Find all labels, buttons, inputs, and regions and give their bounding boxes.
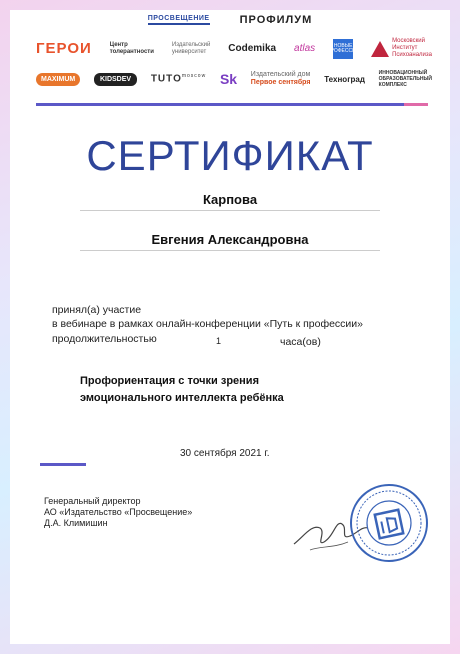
official-seal-icon	[348, 482, 430, 564]
prosveshchenie-logo: ПРОСВЕЩЕНИЕ	[148, 15, 210, 25]
duration-label: продолжительностью	[52, 333, 157, 345]
codemika-logo: Codemika	[228, 43, 277, 54]
psychoanalysis-institute-logo: Московский Институт Психоанализа	[371, 38, 432, 59]
skolkovo-logo: Sk	[219, 71, 238, 87]
certificate-date: 30 сентября 2021 г.	[180, 448, 270, 459]
triangle-icon	[371, 41, 389, 57]
event-text: в вебинаре в рамках онлайн-конференции «Путь к профессии»	[52, 318, 364, 330]
recipient-surname: Карпова	[80, 192, 380, 211]
maximum-logo: MAXIMUM	[36, 73, 80, 86]
signatory-organization: АО «Издательство «Просвещение»	[44, 507, 193, 517]
pervoe-sentyabrya-logo: Издательский дом Первое сентября	[250, 71, 311, 86]
top-logos	[0, 14, 460, 26]
profilum-logo: ПРОФИЛУМ	[239, 14, 313, 26]
kidsdev-logo: KIDSDEV	[94, 73, 137, 86]
technograd-logo: Техноград	[324, 74, 365, 84]
header-divider	[36, 103, 428, 106]
topic-line-1: Профориентация с точки зрения	[80, 375, 259, 387]
logos-row-2	[36, 70, 432, 88]
innovation-complex-logo: ИННОВАЦИОННЫЙ ОБРАЗОВАТЕЛЬНЫЙ КОМПЛЕКС	[378, 70, 432, 88]
new-professions-logo: НОВЫЕ ПРОФЕССИИ	[333, 39, 353, 59]
atlas-logo: atlas	[294, 43, 316, 54]
tolerance-center-logo: Центр толерантности	[109, 41, 154, 55]
signatory-position: Генеральный директор	[44, 496, 141, 506]
certificate-title: СЕРТИФИКАТ	[86, 132, 374, 179]
topic-line-2: эмоционального интеллекта ребёнка	[80, 392, 284, 404]
duration-unit: часа(ов)	[280, 336, 321, 348]
tuto-logo: $TUTO^{moscow}$	[150, 73, 207, 85]
participation-text: принял(а) участие	[52, 304, 142, 316]
publishing-university-logo: Издательский университет	[171, 41, 211, 55]
signatory-name: Д.А. Климишин	[44, 518, 108, 528]
logos-row-1	[36, 38, 432, 59]
recipient-given-names: Евгения Александровна	[80, 232, 380, 251]
geroi-logo: ГЕРОИ	[36, 40, 92, 57]
duration-value: 1	[216, 336, 222, 346]
footer-divider	[40, 463, 86, 466]
